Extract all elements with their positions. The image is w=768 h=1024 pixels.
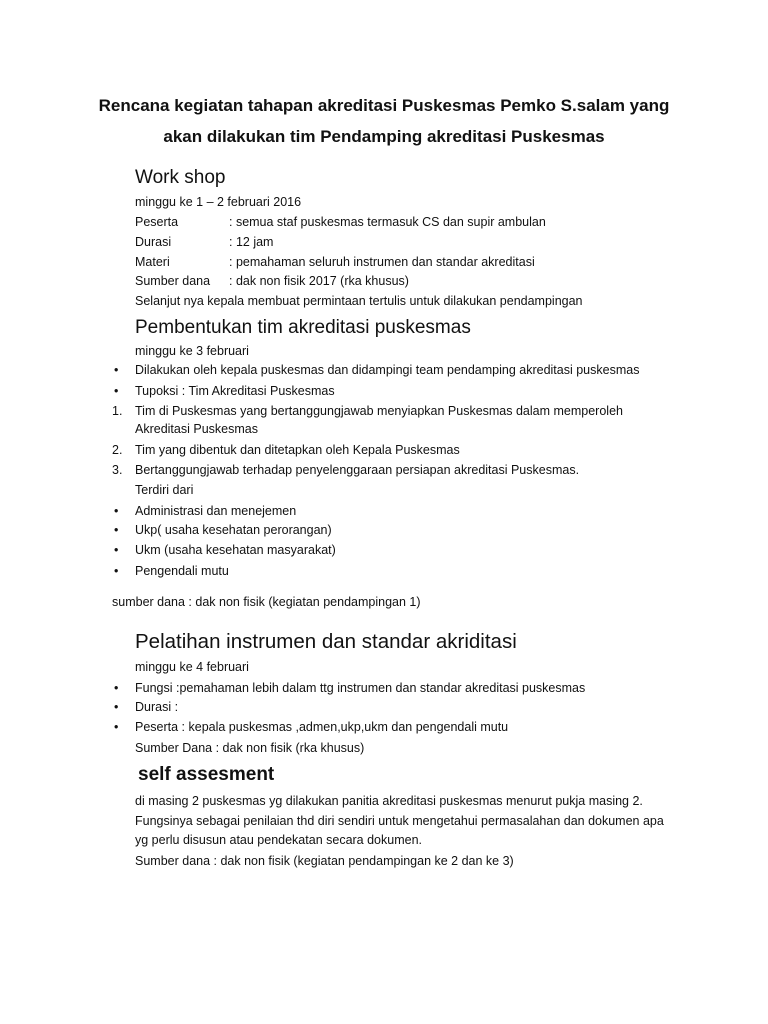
list-marker: •: [114, 363, 119, 377]
list-item: Durasi :: [135, 700, 179, 714]
self-assesment-line-3: yg perlu disusun atau pendekatan secara dokumen.: [135, 833, 422, 847]
workshop-note: Selanjut nya kepala membuat permintaan tertulis untuk dilakukan pendampingan: [135, 294, 583, 308]
workshop-value-peserta: : semua staf puskesmas termasuk CS dan supir ambulan: [229, 215, 546, 229]
pelatihan-schedule: minggu ke 4 februari: [135, 660, 249, 674]
workshop-label-peserta: Peserta: [135, 215, 179, 229]
workshop-value-materi: : pemahaman seluruh instrumen dan standar akreditasi: [229, 255, 535, 269]
self-assesment-line-1: di masing 2 puskesmas yg dilakukan panitia akreditasi puskesmas menurut pukja masing 2.: [135, 794, 643, 808]
workshop-label-durasi: Durasi: [135, 235, 172, 249]
self-assesment-line-2: Fungsinya sebagai penilaian thd diri sendiri untuk mengetahui permasalahan dan dokumen apa: [135, 814, 664, 828]
list-marker: •: [114, 384, 119, 398]
list-marker: •: [114, 523, 119, 537]
list-item: Tim yang dibentuk dan ditetapkan oleh Kepala Puskesmas: [135, 443, 460, 457]
list-item-continuation: Terdiri dari: [135, 483, 194, 497]
list-item: Peserta : kepala puskesmas ,admen,ukp,ukm dan pengendali mutu: [135, 720, 509, 734]
list-item: Pengendali mutu: [135, 564, 229, 578]
workshop-label-sumber-dana: Sumber dana: [135, 274, 211, 288]
list-marker: •: [114, 564, 119, 578]
list-item: Dilakukan oleh kepala puskesmas dan didampingi team pendamping akreditasi puskesmas: [135, 363, 640, 377]
workshop-schedule: minggu ke 1 – 2 februari 2016: [135, 195, 302, 209]
list-marker: 1.: [112, 404, 123, 418]
list-marker: •: [114, 543, 119, 557]
list-item: Bertanggungjawab terhadap penyelenggaraan persiapan akreditasi Puskesmas.: [135, 463, 580, 477]
workshop-value-durasi: : 12 jam: [229, 235, 274, 249]
pembentukan-heading: Pembentukan tim akreditasi puskesmas: [135, 317, 471, 338]
pelatihan-heading: Pelatihan instrumen dan standar akriditasi: [135, 630, 517, 653]
workshop-value-sumber-dana: : dak non fisik 2017 (rka khusus): [229, 274, 409, 288]
pembentukan-funding: sumber dana : dak non fisik (kegiatan pendampingan 1): [112, 595, 421, 609]
list-item: Ukp( usaha kesehatan perorangan): [135, 523, 332, 537]
list-marker: 2.: [112, 443, 123, 457]
list-item-continuation: Akreditasi Puskesmas: [135, 422, 258, 436]
self-assesment-funding: Sumber dana : dak non fisik (kegiatan pendampingan ke 2 dan ke 3): [135, 854, 514, 868]
list-item: Tim di Puskesmas yang bertanggungjawab menyiapkan Puskesmas dalam memperoleh: [135, 404, 623, 418]
list-marker: 3.: [112, 463, 123, 477]
self-assesment-heading: self assesment: [138, 764, 275, 785]
list-marker: •: [114, 700, 119, 714]
workshop-heading: Work shop: [135, 167, 226, 188]
pembentukan-schedule: minggu ke 3 februari: [135, 344, 249, 358]
pelatihan-funding: Sumber Dana : dak non fisik (rka khusus): [135, 741, 365, 755]
list-marker: •: [114, 504, 119, 518]
list-item: Fungsi :pemahaman lebih dalam ttg instrumen dan standar akreditasi puskesmas: [135, 681, 586, 695]
document-title-line-2: akan dilakukan tim Pendamping akreditasi Puskesmas: [163, 127, 605, 146]
document-title-line-1: Rencana kegiatan tahapan akreditasi Puskesmas Pemko S.salam yang: [98, 96, 670, 115]
list-item: Ukm (usaha kesehatan masyarakat): [135, 543, 336, 557]
list-item: Tupoksi : Tim Akreditasi Puskesmas: [135, 384, 335, 398]
workshop-label-materi: Materi: [135, 255, 170, 269]
list-marker: •: [114, 720, 119, 734]
list-item: Administrasi dan menejemen: [135, 504, 297, 518]
list-marker: •: [114, 681, 119, 695]
